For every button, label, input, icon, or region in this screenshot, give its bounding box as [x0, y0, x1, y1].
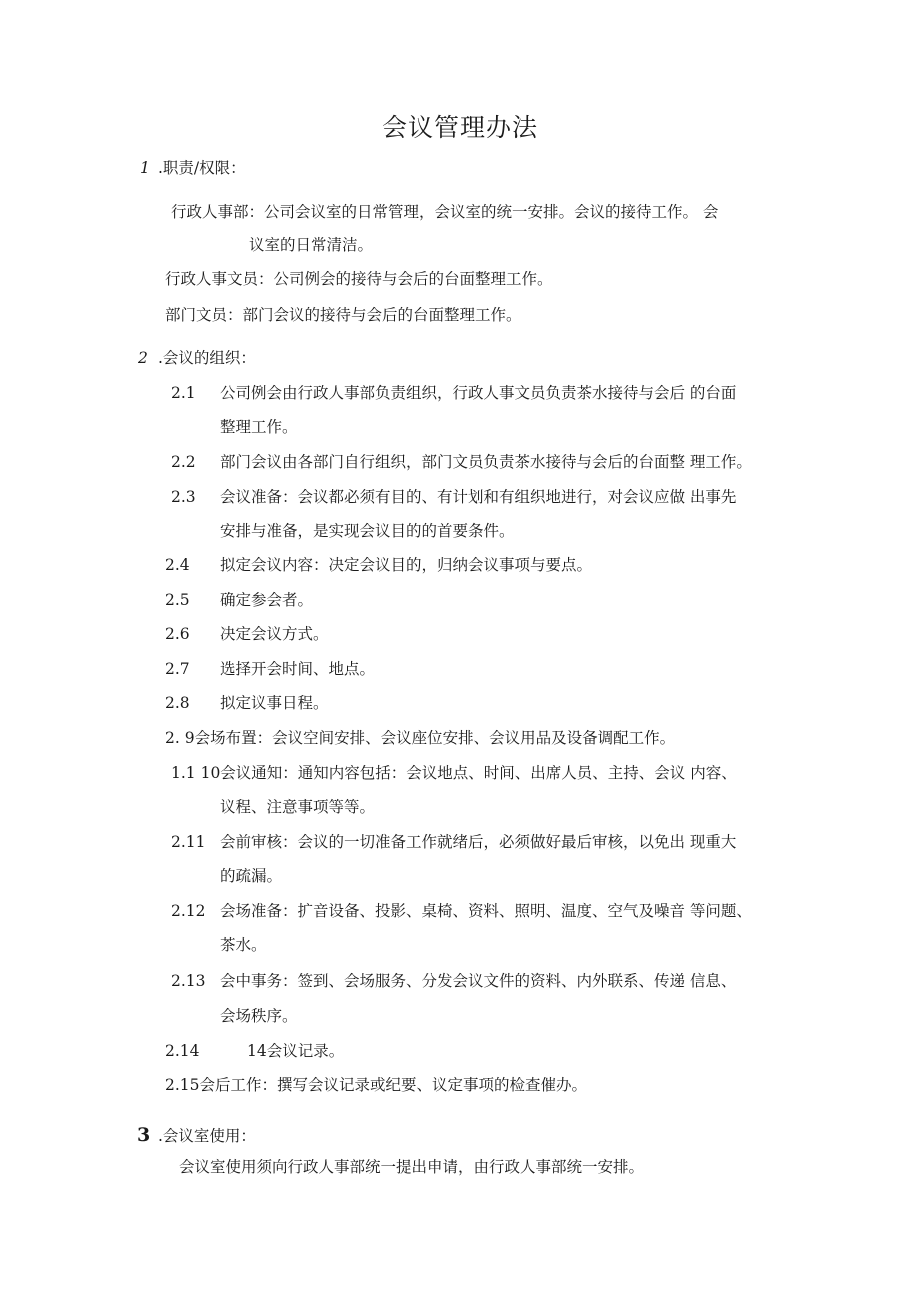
item-text: 决定会议方式。: [220, 625, 329, 643]
item-text-cont: 整理工作。: [220, 418, 298, 436]
section-1-number: 1: [140, 159, 150, 177]
item-number: 2.13: [171, 972, 206, 990]
item-text: 会场准备：扩音设备、投影、桌椅、资料、照明、温度、空气及噪音 等问题、: [220, 902, 752, 920]
item-text: 会议准备：会议都必须有目的、有计划和有组织地进行，对会议应做 出事先: [220, 488, 737, 506]
item-text-cont: 茶水。: [220, 936, 267, 954]
item-number: 2.8: [165, 694, 190, 712]
item-text: 部门会议由各部门自行组织，部门文员负责茶水接待与会后的台面整 理工作。: [220, 453, 752, 471]
section-3-number: 3: [137, 1124, 151, 1146]
item-text: 2. 9会场布置：会议空间安排、会议座位安排、会议用品及设备调配工作。: [165, 729, 676, 747]
duty-line-1: 行政人事部：公司会议室的日常管理，会议室的统一安排。会议的接待工作。 会: [171, 203, 719, 221]
item-text: 会前审核：会议的一切准备工作就绪后，必须做好最后审核，以免出 现重大: [220, 833, 737, 851]
item-text: 确定参会者。: [220, 591, 314, 609]
item-text: 拟定议事日程。: [220, 694, 329, 712]
item-text: 拟定会议内容：决定会议目的，归纳会议事项与要点。: [220, 556, 593, 574]
item-number: 2.2: [171, 453, 196, 471]
doc-title: 会议管理办法: [381, 113, 538, 142]
item-number: 2.6: [165, 625, 190, 643]
duty-line-1-cont: 议室的日常清洁。: [249, 236, 374, 254]
item-text: 14会议记录。: [247, 1042, 345, 1060]
item-text-cont: 会场秩序。: [220, 1007, 298, 1025]
item-text: 会中事务：签到、会场服务、分发会议文件的资料、内外联系、传递 信息、: [220, 972, 737, 990]
item-number: 2.14: [165, 1042, 200, 1060]
section-1-label: .职责/权限：: [158, 159, 246, 177]
item-number: 2.1: [171, 384, 196, 402]
item-text-cont: 安排与准备，是实现会议目的的首要条件。: [220, 522, 515, 540]
item-number: 2.12: [171, 902, 206, 920]
item-number: 2.7: [165, 660, 190, 678]
item-number: 2.11: [171, 833, 206, 851]
section-2-label: .会议的组织：: [158, 349, 256, 367]
section-3-label: .会议室使用：: [158, 1127, 256, 1145]
item-text: 1.1 10会议通知：通知内容包括：会议地点、时间、出席人员、主持、会议 内容、: [171, 764, 737, 782]
item-text-cont: 的疏漏。: [220, 867, 283, 885]
item-text-cont: 议程、注意事项等等。: [220, 798, 376, 816]
duty-line-2: 行政人事文员：公司例会的接待与会后的台面整理工作。: [165, 270, 553, 288]
room-usage-text: 会议室使用须向行政人事部统一提出申请，由行政人事部统一安排。: [179, 1158, 645, 1176]
duty-line-3: 部门文员：部门会议的接待与会后的台面整理工作。: [165, 306, 522, 324]
item-text: 2.15会后工作：撰写会议记录或纪要、议定事项的检查催办。: [165, 1076, 588, 1094]
item-number: 2.4: [165, 556, 190, 574]
item-number: 2.3: [171, 488, 196, 506]
item-text: 公司例会由行政人事部负责组织，行政人事文员负责茶水接待与会后 的台面: [220, 384, 737, 402]
section-2-number: 2: [138, 349, 148, 367]
item-number: 2.5: [165, 591, 190, 609]
item-text: 选择开会时间、地点。: [220, 660, 376, 678]
